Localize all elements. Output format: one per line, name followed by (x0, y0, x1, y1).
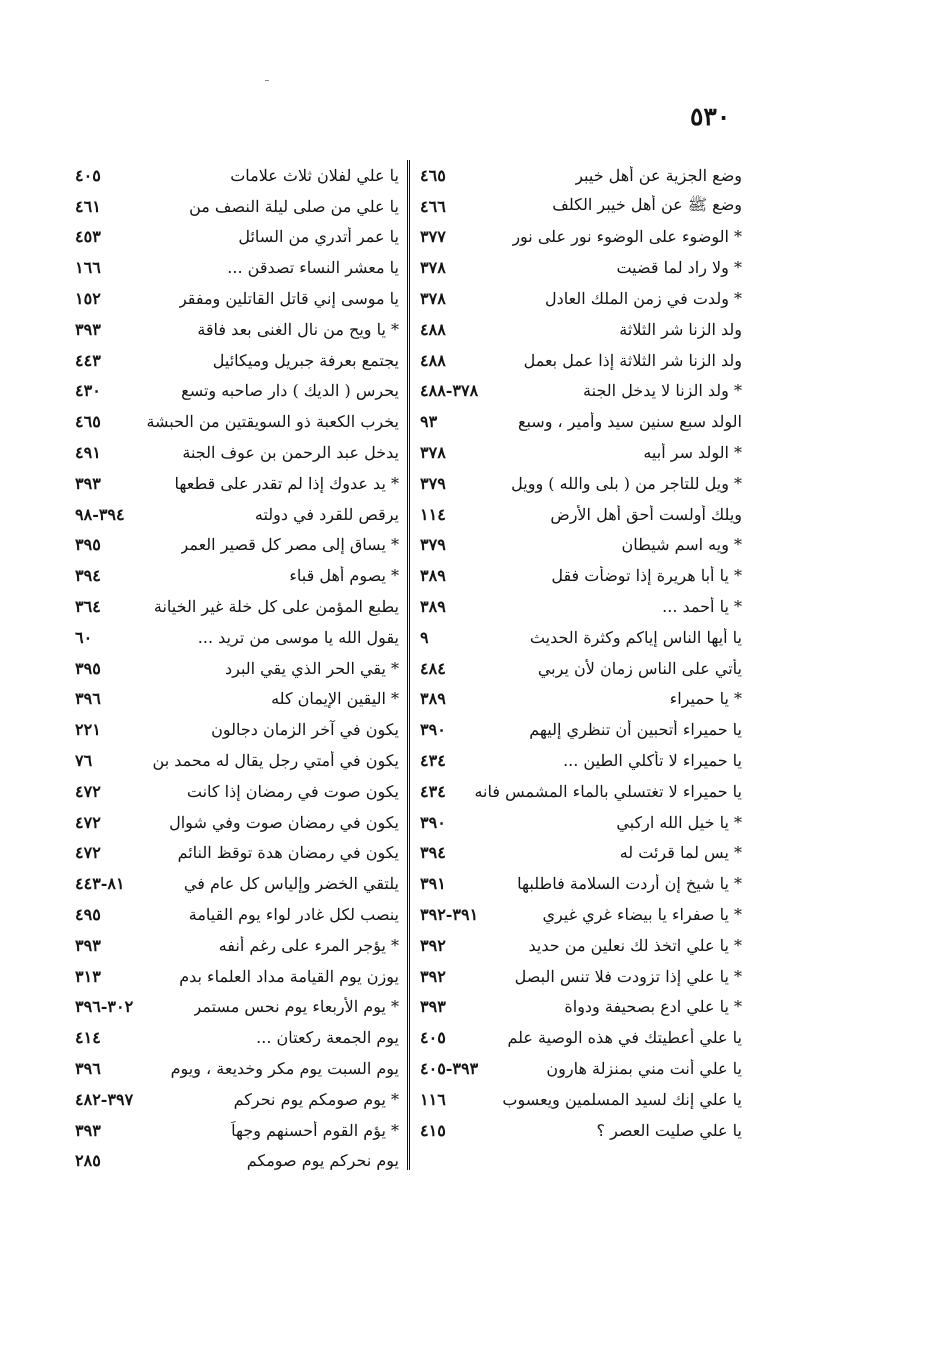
entry-text: * يصوم أهل قباء (289, 566, 399, 586)
index-entry (75, 345, 399, 376)
index-entry (420, 1022, 742, 1053)
entry-page-ref: ٤٥٣ (75, 227, 101, 247)
scan-speck (265, 80, 269, 81)
entry-text: * يوم الأربعاء يوم نحس مستمر (193, 997, 399, 1017)
entry-page-ref: ٣٩٤ (420, 843, 446, 863)
entry-page-ref: ٤٧٢ (75, 812, 101, 832)
entry-page-ref: ٣٠٢-٣٩٦ (75, 997, 134, 1017)
entry-text: * يساق إلى مصر كل قصير العمر (180, 535, 399, 555)
index-entry (420, 437, 742, 468)
entry-page-ref: ٣٩٤-٩٨ (75, 504, 125, 524)
entry-page-ref: ٤٧٢ (75, 781, 101, 801)
entry-page-ref: ٣٨٩ (420, 597, 446, 617)
entry-page-ref: ٤٤٣ (75, 350, 101, 370)
entry-text: يكون صوت في رمضان إذا كانت (186, 781, 399, 801)
entry-page-ref: ٤٠٥ (420, 1028, 446, 1048)
entry-text: يكون في آخر الزمان دجالون (211, 720, 399, 740)
entry-page-ref: ٣٩٠ (420, 720, 446, 740)
entry-page-ref: ٣٩٢ (420, 935, 446, 955)
index-entry (75, 684, 399, 715)
entry-text: يا معشر النساء تصدقن ... (227, 258, 399, 278)
entry-text: يدخل عبد الرحمن بن عوف الجنة (182, 443, 399, 463)
index-entry (75, 591, 399, 622)
entry-text: يا علي أنت مني بمنزلة هارون (546, 1059, 742, 1078)
entry-page-ref: ٤٩١ (75, 443, 101, 463)
index-entry (420, 1115, 742, 1146)
entry-page-ref: ٣٩٣ (420, 997, 446, 1017)
index-entry (75, 930, 399, 961)
index-entry (420, 160, 742, 191)
index-entry (420, 807, 742, 838)
entry-text: يا حميراء لا تغتسلي بالماء المشمس فانه (474, 781, 742, 801)
index-entry (420, 314, 742, 345)
index-entry (75, 1084, 399, 1115)
entry-text: * يد عدوك إذا لم تقدر على قطعها (174, 473, 399, 493)
index-column-left (75, 160, 399, 1176)
entry-page-ref: ٣٩٣-٤٠٥ (420, 1059, 479, 1078)
index-entry (75, 560, 399, 591)
entry-text: يحرس ( الديك ) دار صاحبه وتسع (181, 381, 399, 401)
entry-page-ref: ١٦٦ (75, 258, 101, 278)
entry-text: يرقص للقرد في دولته (254, 504, 399, 524)
entry-text: يا علي صليت العصر ؟ (596, 1120, 742, 1140)
index-column-right (420, 160, 742, 1146)
entry-text: يا علي من صلى ليلة النصف من (189, 196, 399, 216)
index-entry (420, 191, 742, 222)
index-entry (75, 283, 399, 314)
entry-page-ref: ٨١-٤٤٣ (75, 874, 125, 894)
entry-text: * يا علي اتخذ لك نعلين من حديد (528, 935, 742, 955)
entry-page-ref: ٣٩٣ (75, 319, 101, 339)
index-entry (420, 684, 742, 715)
index-entry (75, 191, 399, 222)
index-entry (75, 406, 399, 437)
entry-text: يا علي لفلان ثلاث علامات (230, 165, 399, 185)
entry-page-ref: ٣٧٩ (420, 473, 446, 493)
index-entry (75, 1053, 399, 1084)
entry-text: * يا أبا هريرة إذا توضأت فقل (551, 566, 742, 586)
entry-page-ref: ٤٨٨ (420, 350, 446, 370)
entry-text: * ويل للتاجر من ( بلى والله ) وويل (511, 473, 742, 493)
entry-page-ref: ٤٩٥ (75, 905, 101, 925)
index-entry (75, 530, 399, 561)
entry-page-ref: ٩ (420, 627, 429, 647)
entry-text: يكون في رمضان هدة توقظ النائم (177, 843, 399, 863)
entry-text: يا حميراء لا تأكلي الطين ... (563, 751, 742, 771)
entry-page-ref: ٣١٣ (75, 966, 101, 986)
index-entry (420, 252, 742, 283)
entry-page-ref: ٣٧٨-٤٨٨ (420, 381, 479, 401)
index-entry (75, 622, 399, 653)
entry-page-ref: ٤١٤ (75, 1028, 101, 1048)
entry-text: يوم الجمعة ركعتان ... (256, 1028, 399, 1048)
index-entry (75, 653, 399, 684)
entry-text: * يا علي إذا تزودت فلا تنس البصل (514, 966, 742, 986)
entry-text: يلتقي الخضر وإلياس كل عام في (183, 874, 399, 894)
index-entry (75, 776, 399, 807)
entry-text: يا أيها الناس إياكم وكثرة الحديث (529, 627, 742, 647)
index-entry (75, 992, 399, 1023)
entry-page-ref: ٤١٥ (420, 1120, 446, 1140)
index-entry (420, 622, 742, 653)
entry-page-ref: ٧٦ (75, 751, 93, 771)
entry-page-ref: ٣٧٩ (420, 535, 446, 555)
entry-text: يجتمع بعرفة جبريل وميكائيل (212, 350, 399, 370)
index-entry (75, 714, 399, 745)
entry-text: * ويه اسم شيطان (621, 535, 742, 555)
index-entry (420, 714, 742, 745)
entry-text: الولد سبع سنين سيد وأمير ، وسبع (517, 412, 742, 432)
index-entry (420, 560, 742, 591)
entry-text: * يا أحمد ... (662, 597, 742, 617)
index-entry (420, 1084, 742, 1115)
entry-text: * يؤم القوم أحسنهم وجهاً (231, 1120, 399, 1140)
index-entry (75, 376, 399, 407)
entry-text: يخرب الكعبة ذو السويقتين من الحبشة (146, 412, 399, 432)
entry-page-ref: ٤٨٨ (420, 319, 446, 339)
index-entry (75, 807, 399, 838)
entry-text: * ولد الزنا لا يدخل الجنة (583, 381, 742, 401)
index-entry (420, 1053, 742, 1084)
page-number: ٥٣٠ (690, 102, 731, 131)
entry-text: * يس لما قرئت له (619, 843, 742, 863)
index-entry (420, 499, 742, 530)
entry-page-ref: ٣٩٣ (75, 473, 101, 493)
index-entry (75, 437, 399, 468)
index-entry (420, 530, 742, 561)
entry-text: * الوضوء على الوضوء نور على نور (512, 227, 742, 247)
entry-page-ref: ٩٣ (420, 412, 438, 432)
entry-text: * يوم صومكم يوم نحركم (233, 1089, 399, 1109)
entry-page-ref: ٣٨٩ (420, 566, 446, 586)
index-entry (420, 406, 742, 437)
index-entry (420, 961, 742, 992)
entry-text: * يا ويح من نال الغنى بعد فاقة (197, 319, 399, 339)
entry-page-ref: ٣٦٤ (75, 597, 101, 617)
entry-page-ref: ١٥٢ (75, 289, 101, 309)
entry-page-ref: ٣٧٨ (420, 258, 446, 278)
entry-text: يا علي أعطيتك في هذه الوصية علم (507, 1028, 742, 1048)
entry-page-ref: ٣٩٣ (75, 935, 101, 955)
entry-page-ref: ٣٩٦ (75, 689, 101, 709)
entry-text: * اليقين الإيمان كله (271, 689, 399, 709)
entry-text: * يا حميراء (669, 689, 742, 709)
index-entry (75, 838, 399, 869)
entry-page-ref: ٣٩٤ (75, 566, 101, 586)
entry-text: يوم السبت يوم مكر وخديعة ، ويوم (170, 1059, 399, 1078)
index-entry (75, 868, 399, 899)
entry-page-ref: ٤٦٥ (75, 412, 101, 432)
index-entry (420, 468, 742, 499)
entry-text: يكون في أمتي رجل يقال له محمد بن (152, 751, 399, 771)
entry-text: * يا شيخ إن أردت السلامة فاطلبها (517, 874, 742, 894)
entry-page-ref: ٣٩١-٣٩٢ (420, 905, 479, 925)
index-entry (75, 314, 399, 345)
entry-page-ref: ٣٩٠ (420, 812, 446, 832)
index-entry (420, 745, 742, 776)
index-entry (75, 222, 399, 253)
entry-text: ينصب لكل غادر لواء يوم القيامة (188, 905, 399, 925)
entry-page-ref: ٣٧٨ (420, 289, 446, 309)
index-entry (75, 252, 399, 283)
entry-text: يا عمر أتدري من السائل (238, 227, 399, 247)
index-entry (420, 838, 742, 869)
entry-page-ref: ٣٩٧-٤٨٢ (75, 1089, 134, 1109)
index-entry (75, 1022, 399, 1053)
entry-text: * يؤجر المرء على رغم أنفه (218, 935, 399, 955)
index-entry (75, 499, 399, 530)
entry-page-ref: ٤٦١ (75, 196, 101, 216)
entry-text: يقول الله يا موسى من تريد ... (197, 627, 399, 647)
entry-text: يا موسى إني قاتل القاتلين ومفقر (178, 289, 399, 309)
entry-page-ref: ٤٦٦ (420, 196, 446, 216)
entry-page-ref: ٤٧٢ (75, 843, 101, 863)
index-entry (75, 745, 399, 776)
entry-page-ref: ٤٦٥ (420, 165, 446, 185)
entry-text: * الولد سر أبيه (643, 443, 742, 463)
entry-text: ويلك أولست أحق أهل الأرض (550, 504, 742, 524)
index-entry (420, 345, 742, 376)
entry-page-ref: ٤٨٤ (420, 658, 446, 678)
entry-text: يوزن يوم القيامة مداد العلماء بدم (179, 966, 399, 986)
entry-page-ref: ٤٠٥ (75, 165, 101, 185)
entry-page-ref: ٣٩٦ (75, 1059, 101, 1078)
entry-page-ref: ٣٩٥ (75, 658, 101, 678)
index-entry (420, 776, 742, 807)
entry-text: * يا علي ادع بصحيفة ودواة (564, 997, 742, 1017)
entry-text: يأتي على الناس زمان لأن يربي (537, 658, 742, 678)
entry-text: ولد الزنا شر الثلاثة إذا عمل بعمل (523, 350, 742, 370)
index-entry (75, 961, 399, 992)
index-entry (420, 868, 742, 899)
entry-text: وضع الجزية عن أهل خيبر (575, 165, 742, 185)
entry-text: يكون في رمضان صوت وفي شوال (169, 812, 399, 832)
index-entry (420, 653, 742, 684)
entry-page-ref: ٢٢١ (75, 720, 101, 740)
entry-page-ref: ١١٤ (420, 504, 446, 524)
index-entry (420, 899, 742, 930)
entry-page-ref: ٣٩٢ (420, 966, 446, 986)
entry-page-ref: ٤٣٤ (420, 781, 446, 801)
index-entry (420, 283, 742, 314)
index-entry (75, 468, 399, 499)
entry-page-ref: ٦٠ (75, 627, 93, 647)
entry-text: * يا صفراء يا بيضاء غري غيري (542, 905, 742, 925)
index-entry (420, 992, 742, 1023)
entry-text: * يقي الحر الذي يقي البرد (224, 658, 399, 678)
entry-text: * ولدت في زمن الملك العادل (545, 289, 742, 309)
index-entry (75, 1115, 399, 1146)
entry-page-ref: ١١٦ (420, 1089, 446, 1109)
entry-page-ref: ٣٨٩ (420, 689, 446, 709)
entry-page-ref: ٣٩١ (420, 874, 446, 894)
index-entry (75, 1146, 399, 1177)
entry-page-ref: ٣٧٧ (420, 227, 446, 247)
entry-page-ref: ٤٣٤ (420, 751, 446, 771)
entry-text: ولد الزنا شر الثلاثة (619, 319, 742, 339)
entry-text: * ولا راد لما قضيت (616, 258, 742, 278)
entry-text: وضع ﷺ عن أهل خيبر الكلف (552, 194, 742, 214)
index-entry (75, 160, 399, 191)
entry-page-ref: ٣٩٥ (75, 535, 101, 555)
index-entry (420, 591, 742, 622)
index-entry (420, 376, 742, 407)
index-entry (420, 930, 742, 961)
entry-text: يا حميراء أتحبين أن تنظري إليهم (529, 720, 742, 740)
column-divider (407, 160, 410, 1170)
entry-page-ref: ٣٧٨ (420, 443, 446, 463)
entry-text: يا علي إنك لسيد المسلمين ويعسوب (502, 1089, 742, 1109)
entry-text: يطبع المؤمن على كل خلة غير الخيانة (153, 597, 399, 617)
entry-page-ref: ٤٣٠ (75, 381, 101, 401)
index-entry (75, 899, 399, 930)
index-entry (420, 222, 742, 253)
entry-page-ref: ٣٩٣ (75, 1120, 101, 1140)
entry-text: يوم نحركم يوم صومكم (246, 1151, 399, 1171)
entry-text: * يا خيل الله اركبي (616, 812, 742, 832)
entry-page-ref: ٢٨٥ (75, 1151, 101, 1171)
